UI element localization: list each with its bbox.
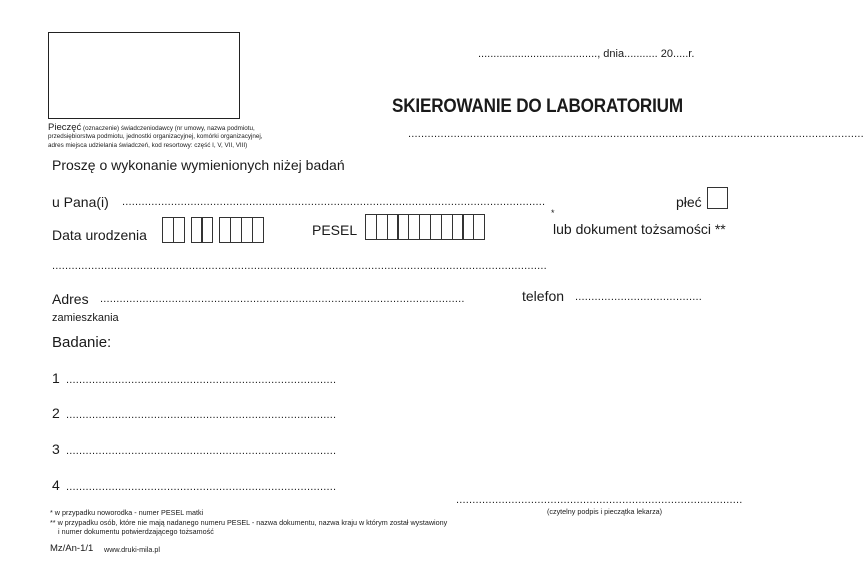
patient-name-field[interactable]: .................................................................................................................................. <box>122 196 546 208</box>
footnote-2: ** w przypadku osób, które nie mają nadanego numeru PESEL - nazwa dokumentu, nazwa kraju w którym został wystawiony <box>50 518 448 527</box>
sex-box[interactable] <box>707 187 728 209</box>
address-sublabel: zamieszkania <box>52 312 119 324</box>
test-number: 3 <box>52 441 60 457</box>
phone-field[interactable]: ....................................... <box>575 291 702 303</box>
signature-caption: (czytelny podpis i pieczątka lekarza) <box>547 507 663 516</box>
stamp-caption <box>48 124 268 150</box>
test-field[interactable]: ................................................................................... <box>66 481 337 493</box>
stamp-box <box>48 32 240 119</box>
footnote-2b: i numer dokumentu potwierdzającego tożsamość <box>58 527 214 536</box>
test-field[interactable]: ................................................................................... <box>66 409 337 421</box>
test-number: 4 <box>52 477 60 493</box>
page-title: SKIEROWANIE DO LABORATORIUM <box>392 96 683 117</box>
id-document-label: lub dokument tożsamości ** <box>553 221 726 237</box>
dob-year-cell[interactable] <box>252 217 264 243</box>
form-code: Mz/An-1/1 <box>50 543 94 554</box>
address-label: Adres <box>52 291 89 307</box>
pesel-footnote-mark: * <box>551 208 555 218</box>
test-field[interactable]: ................................................................................... <box>66 445 337 457</box>
tests-label: Badanie: <box>52 334 112 351</box>
id-document-field[interactable]: ........................................................................................................................................................ <box>52 260 547 272</box>
patient-label: u Pana(i) <box>52 194 109 210</box>
test-field[interactable]: ................................................................................... <box>66 374 337 386</box>
request-text: Proszę o wykonanie wymienionych niżej badań <box>52 157 345 173</box>
dob-label: Data urodzenia <box>52 227 147 243</box>
website: www.druki-mila.pl <box>104 545 160 554</box>
date-line[interactable]: ......................................., dnia........... 20.....r. <box>478 48 695 60</box>
test-number: 2 <box>52 405 60 421</box>
dob-cells[interactable] <box>162 217 263 243</box>
test-number: 1 <box>52 370 60 386</box>
pesel-cell[interactable] <box>473 214 485 240</box>
pesel-cells[interactable] <box>365 214 484 240</box>
phone-label: telefon <box>522 288 565 304</box>
sex-label: płeć <box>676 194 702 210</box>
footnote-1: * w przypadku noworodka - numer PESEL matki <box>50 508 204 517</box>
title-dots: ............................................................................................................................................ <box>408 128 864 140</box>
signature-field[interactable]: ........................................................................................ <box>456 494 743 506</box>
stamp-description: (oznaczenie) świadczeniodawcy (nr umowy, nazwa podmiotu, przedsiębiorstwa podmiotu, jednostki organizacyjnej, komórki organizacyjnej, adres miejsca udzielania świadczeń, kod resortowy: część I, V, VII, VIII) <box>48 125 263 149</box>
stamp-label: Pieczęć <box>48 122 82 133</box>
pesel-label: PESEL <box>312 222 358 238</box>
address-field[interactable]: ................................................................................................................ <box>100 293 465 305</box>
